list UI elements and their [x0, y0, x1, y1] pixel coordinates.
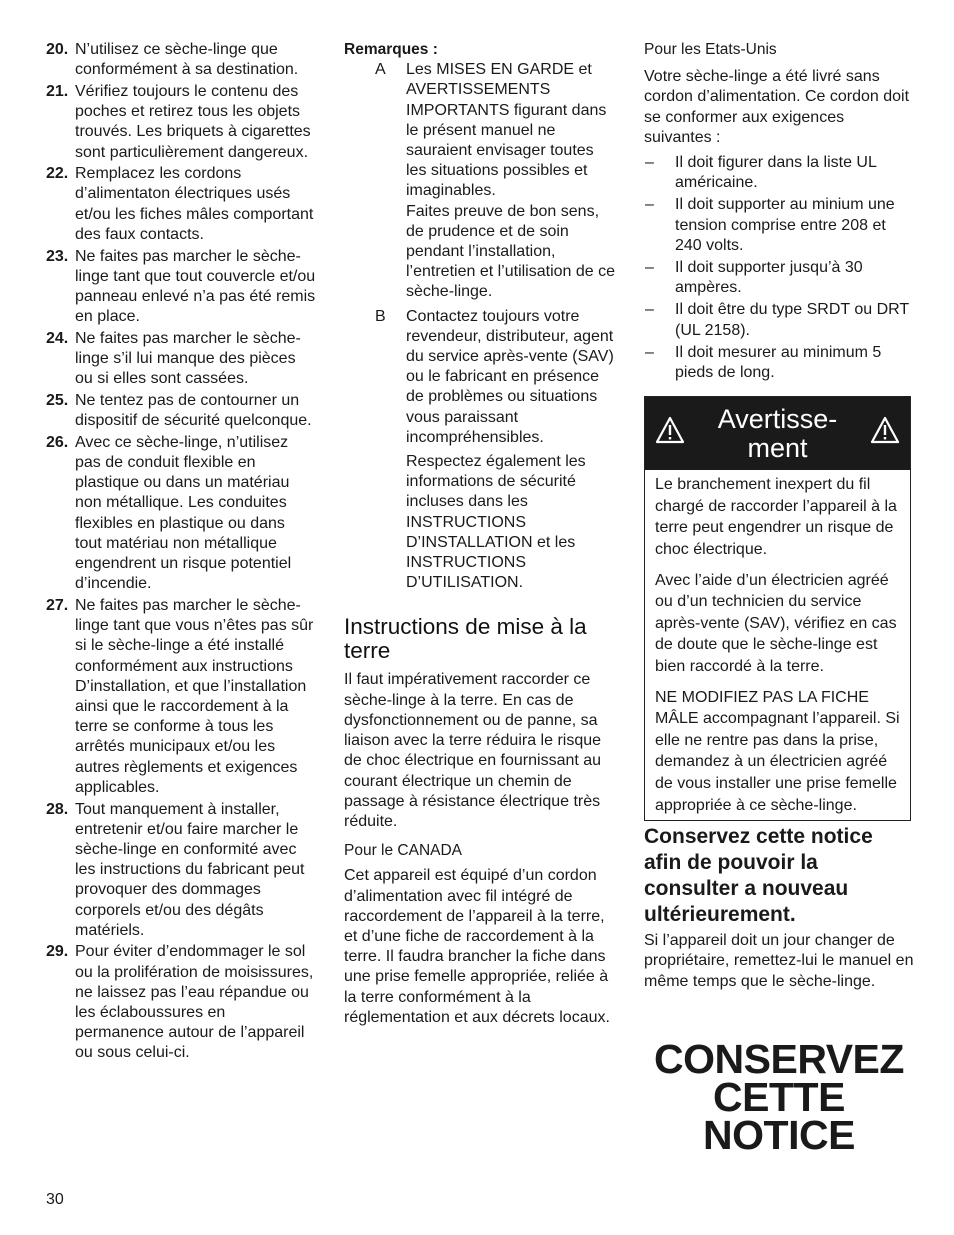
remark-b: [344, 307, 616, 594]
item-text: Vérifiez toujours le contenu des poches et retirez tous les objets trouvés. Les briquets à cigarettes sont particulièrement dangereux.: [75, 82, 311, 161]
column-safety-list: [46, 40, 316, 1065]
item-number: 29.: [46, 943, 69, 961]
list-item: [644, 300, 914, 340]
canada-heading: Pour le CANADA: [344, 842, 463, 860]
dash-bullet: –: [645, 154, 654, 172]
item-text: Il doit supporter jusqu’à 30 ampères.: [675, 259, 863, 297]
warning-header: [645, 397, 910, 470]
warning-title: [718, 405, 838, 463]
item-text: Il doit figurer dans la liste UL américaine.: [675, 154, 877, 192]
remark-text: Les MISES EN GARDE et AVERTISSEMENTS IMPORTANTS figurant dans le présent manuel ne sauraient envisager toutes les situations possibles et imaginables.: [406, 61, 607, 200]
list-item: [644, 153, 914, 193]
usa-intro: Votre sèche-linge a été livré sans cordon d’alimentation. Ce cordon doit se conformer aux exigences suivantes :: [644, 68, 910, 146]
dash-bullet: –: [645, 343, 654, 361]
item-number: 21.: [46, 82, 69, 100]
remark-text-2: Faites preuve de bon sens, de prudence et de soin pendant l’installation, l’entretien et l’utilisation de ce sèche-linge.: [406, 202, 616, 301]
item-text: Remplacez les cordons d’alimentaton électriques usés et/ou les fiches mâles comportant des faux contacts.: [75, 165, 314, 243]
grounding-text: Il faut impérativement raccorder ce sèche-linge à la terre. En cas de dysfonctionnement ou de panne, sa liaison avec la terre réduira le risque de choc électrique en fournissant au courant électrique un chemin de passage à résistance électrique très réduite.: [344, 671, 602, 830]
dash-bullet: –: [645, 259, 654, 277]
item-text: Ne tentez pas de contourner un dispositif de sécurité quelconque.: [75, 391, 312, 430]
warning-title-line2: ment: [747, 432, 808, 463]
list-item: [644, 195, 914, 256]
remarks-heading: Remarques :: [344, 41, 438, 58]
item-number: 20.: [46, 41, 69, 58]
item-text: Il doit être du type SRDT ou DRT (UL 2158).: [675, 301, 909, 339]
list-item: [46, 40, 316, 80]
item-number: 28.: [46, 800, 69, 818]
usa-heading: Pour les Etats-Unis: [644, 41, 777, 58]
keep-notice-text: Si l’appareil doit un jour changer de propriétaire, remettez-lui le manuel en même temps que le sèche-linge.: [644, 932, 914, 990]
item-number: 26.: [46, 433, 69, 451]
remark-text: Contactez toujours votre revendeur, distributeur, agent du service après-vente (SAV) ou le fabricant en présence de problèmes ou situations vous paraissant incompréhensibles.: [406, 307, 614, 446]
item-number: 27.: [46, 596, 69, 614]
page-number: 30: [46, 1191, 64, 1208]
list-item: [644, 258, 914, 298]
banner-line: CONSERVEZ: [654, 1035, 904, 1082]
item-text: N’utilisez ce sèche-linge que conformément à sa destination.: [75, 41, 299, 79]
list-item: [46, 164, 316, 245]
remark-letter: B: [375, 307, 386, 325]
list-item: [46, 942, 316, 1063]
banner-line: CETTE: [713, 1073, 845, 1120]
warning-paragraph: Le branchement inexpert du fil chargé de raccorder l’appareil à la terre peut engendrer un risque de choc électrique.: [655, 476, 897, 559]
grounding-heading: Instructions de mise à la terre: [344, 614, 587, 664]
item-text: Tout manquement à installer, entretenir et/ou faire marcher le sèche-linge en conformité avec les instructions du fabricant peut provoquer des dommages corporels et/ou des dégâts matériels.: [75, 800, 305, 939]
remark-letter: A: [375, 61, 386, 79]
dash-bullet: –: [645, 301, 654, 319]
dash-bullet: –: [645, 196, 654, 214]
item-number: 23.: [46, 247, 69, 265]
list-item: [46, 800, 316, 941]
list-item: [46, 329, 316, 390]
list-item: [644, 343, 914, 383]
warning-paragraph: NE MODIFIEZ PAS LA FICHE MÂLE accompagnant l’appareil. Si elle ne rentre pas dans la prise, demandez à un électricien agréé de vous installer une prise femelle appropriée à ce sèche-linge.: [655, 688, 900, 814]
warning-box: [644, 396, 911, 821]
remark-a: [344, 60, 616, 302]
column-remarks-grounding: [344, 40, 616, 1028]
keep-notice-heading: Conservez cette notice afin de pouvoir la consulter a nouveau ultérieurement.: [644, 825, 873, 927]
warning-triangle-icon: [870, 416, 900, 444]
warning-title-line1: Avertisse-: [717, 403, 838, 434]
keep-notice-banner: [644, 1035, 914, 1158]
list-item: [46, 391, 316, 431]
column-usa-warning: [644, 40, 914, 1158]
item-text: Ne faites pas marcher le sèche-linge tant que tout couvercle et/ou panneau enlevé n’a pas été remis en place.: [75, 247, 316, 326]
list-item: [46, 433, 316, 595]
canada-text: Cet appareil est équipé d’un cordon d’alimentation avec fil intégré de raccordement de l’appareil à la terre, et d’une fiche de raccordement à la terre. Il faudra brancher la fiche dans une prise femelle appropriée, reliée à la terre conformément à la réglementation et aux décrets locaux.: [344, 867, 610, 1026]
warning-body: [645, 470, 910, 820]
item-text: Ne faites pas marcher le sèche-linge tant que vous n’êtes pas sûr si le sèche-linge a été installé conformément aux instructions D’installation, et que l’installation ainsi que le raccordement à la terre se conforme à tous les arrêtés municipaux et/ou les autres règlements et exigences applicables.: [75, 596, 314, 796]
item-number: 22.: [46, 165, 69, 183]
item-text: Avec ce sèche-linge, n’utilisez pas de conduit flexible en plastique ou dans un matériau non métallique. Les conduites flexibles en plastique ou dans tout matériau non métallique engendrent un risque potentiel d’incendie.: [75, 433, 292, 593]
list-item: [46, 247, 316, 328]
banner-line: NOTICE: [703, 1111, 855, 1158]
item-number: 25.: [46, 391, 69, 409]
item-text: Ne faites pas marcher le sèche-linge s’il lui manque des pièces ou si elles sont cassées.: [75, 329, 301, 388]
list-item: [46, 596, 316, 798]
item-text: Il doit supporter au minium une tension comprise entre 208 et 240 volts.: [675, 196, 895, 254]
warning-paragraph: Avec l’aide d’un électricien agréé ou d’un technicien du service après-vente (SAV), vérifiez en cas de doute que le sèche-linge est bien raccordé à la terre.: [655, 571, 897, 675]
item-text: Pour éviter d’endommager le sol ou la prolifération de moisissures, ne laissez pas l’eau répandue ou les éclaboussures en permanence autour de l’appareil ou sous celui-ci.: [75, 943, 314, 1062]
warning-triangle-icon: [655, 416, 685, 444]
item-number: 24.: [46, 329, 69, 347]
list-item: [46, 82, 316, 163]
remark-text-2: Respectez également les informations de sécurité incluses dans les INSTRUCTIONS D’INSTALLATION et les INSTRUCTIONS D’UTILISATION.: [406, 453, 586, 592]
item-text: Il doit mesurer au minimum 5 pieds de long.: [675, 343, 882, 382]
